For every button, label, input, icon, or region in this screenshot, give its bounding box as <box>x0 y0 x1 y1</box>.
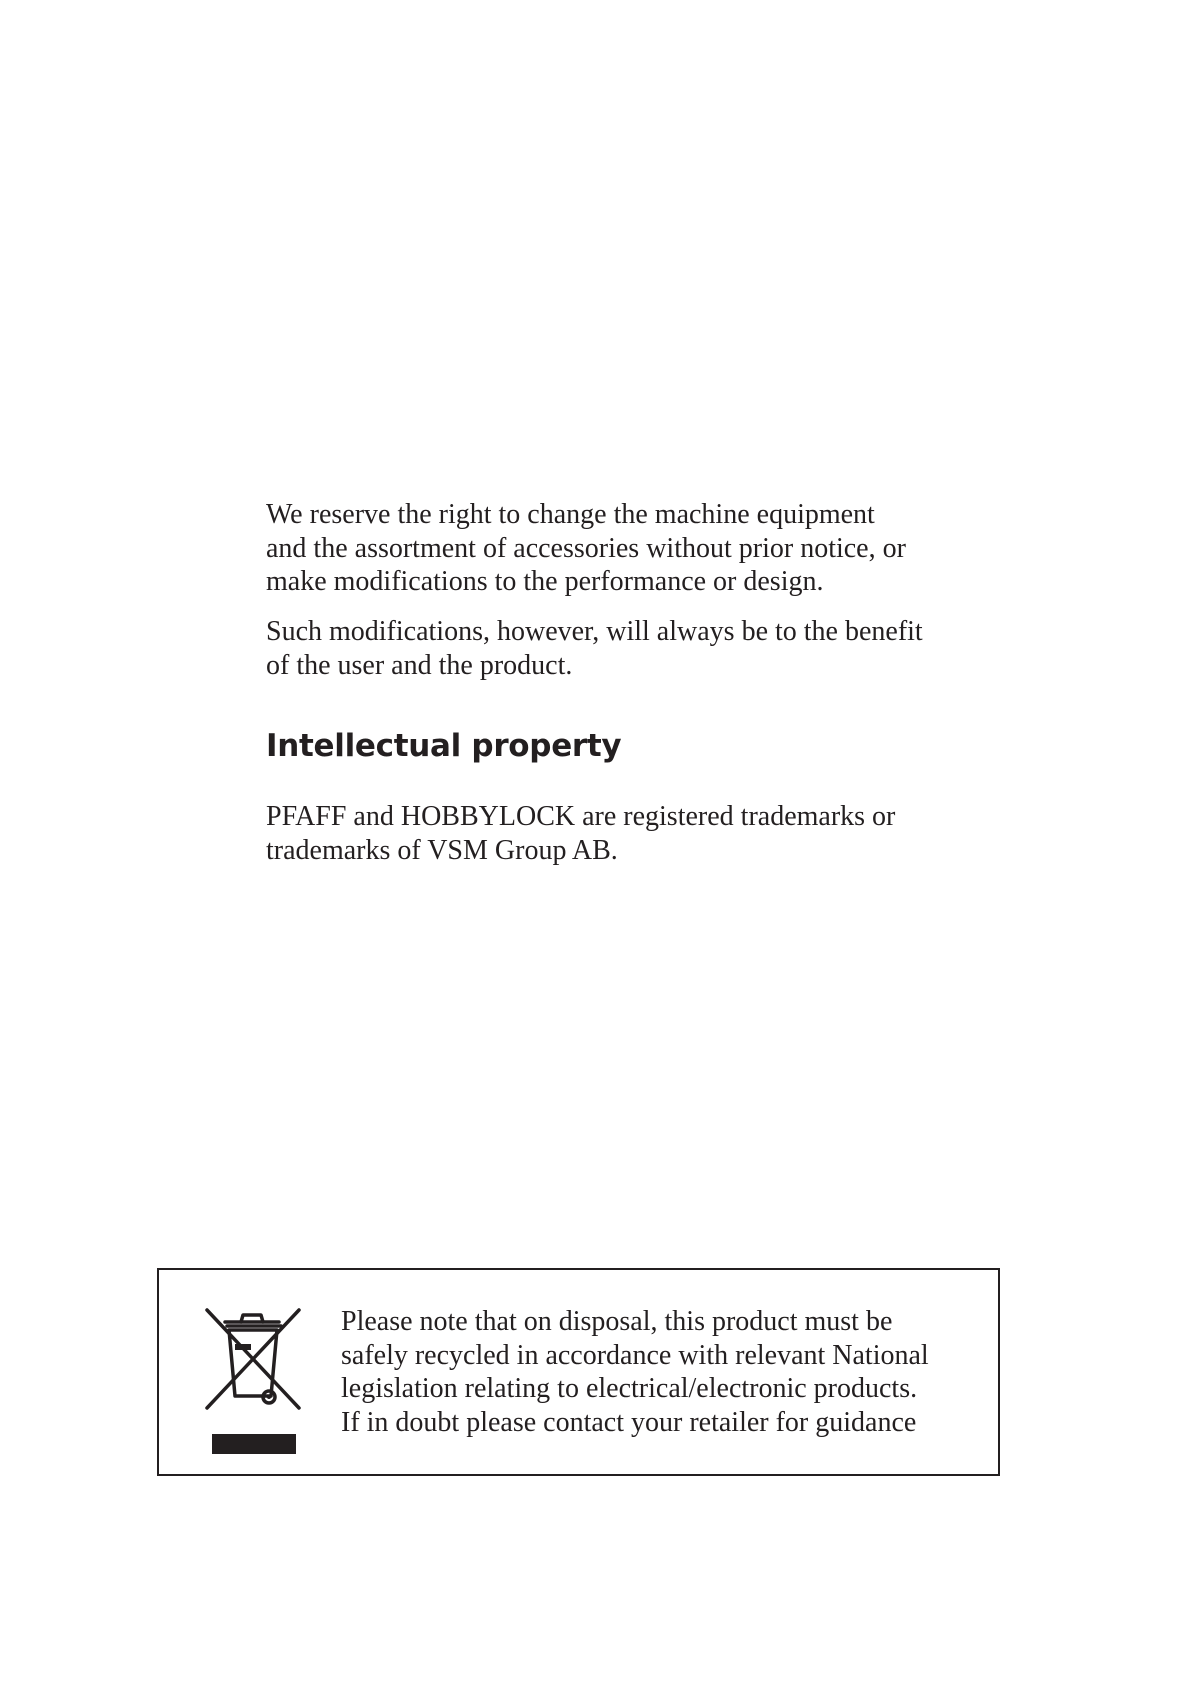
text-line: make modifications to the performance or design. <box>266 566 824 597</box>
intellectual-property-heading: Intellectual property <box>266 728 622 764</box>
disposal-notice-text <box>341 1305 929 1439</box>
disposal-notice-box <box>157 1268 1000 1476</box>
text-line: safely recycled in accordance with relevant National <box>341 1339 929 1371</box>
text-line: We reserve the right to change the machine equipment <box>266 499 875 530</box>
text-line: PFAFF and HOBBYLOCK are registered trademarks or <box>266 801 896 832</box>
crossed-out-wheelie-bin-icon <box>201 1304 305 1454</box>
trademark-notice <box>266 800 986 867</box>
text-line: legislation relating to electrical/electronic products. <box>341 1373 918 1404</box>
equipment-change-notice <box>266 498 986 599</box>
text-line: Such modifications, however, will always be to the benefit <box>266 616 923 647</box>
modification-benefit-notice <box>266 615 986 682</box>
text-line: Please note that on disposal, this product must be <box>341 1306 893 1337</box>
text-line: of the user and the product. <box>266 649 573 681</box>
text-line: trademarks of VSM Group AB. <box>266 834 618 866</box>
text-line: If in doubt please contact your retailer for guidance <box>341 1406 917 1438</box>
text-line: and the assortment of accessories without prior notice, or <box>266 532 906 564</box>
